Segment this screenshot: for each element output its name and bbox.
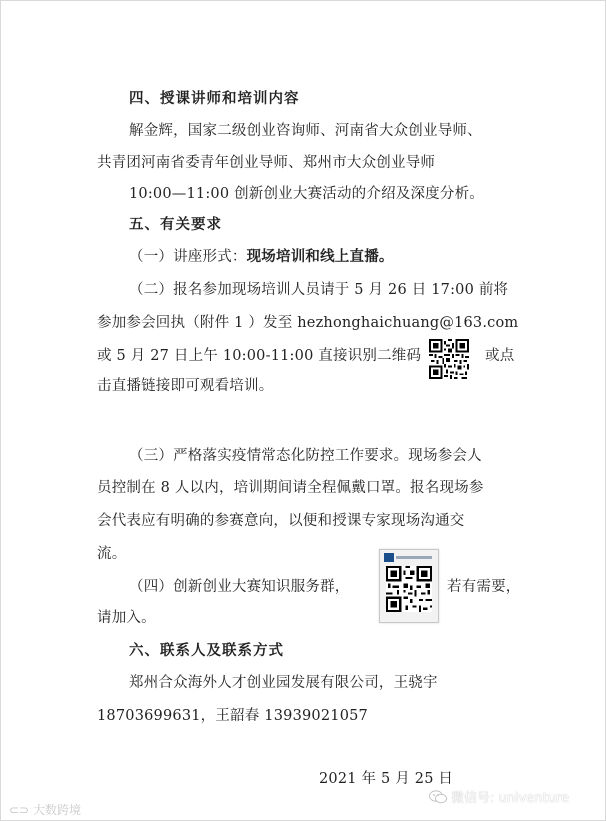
section5-item1 [129,245,394,266]
item1-bold: 现场培训和线上直播。 [246,248,394,265]
document-date: 2021 年 5 月 25 日 [319,771,454,787]
section5-item3-line-1: （三）严格落实疫情常态化防控工作要求。现场参会人 [129,448,482,464]
section5-item2-line-4: 击直播链接即可观看培训。 [97,378,274,394]
section5-heading: 五、有关要求 [129,216,222,233]
section5-item3-line-2: 员控制在 8 人以内，培训期间请全程佩戴口罩。报名现场参 [97,480,484,496]
watermark-left: ⊂⊃ 大数跨境 [9,803,81,817]
section5-item4-line-1: （四）创新创业大赛知识服务群， [129,579,350,595]
section4-line-1: 解金辉，国家二级创业咨询师、河南省大众创业导师、 [129,123,482,139]
section4-line-3: 10:00—11:00 创新创业大赛活动的介绍及深度分析。 [129,186,484,202]
section5-item2-line-2: 参加参会回执（附件 1 ）发至 hezhonghaichuang@163.com [97,315,519,331]
wechat-id-watermark: 微信号: univenture [429,787,569,806]
section5-item3-line-4: 流。 [97,546,127,562]
section4-heading: 四、授课讲师和培训内容 [129,90,300,107]
section5-item2-line-3: 或 5 月 27 日上午 10:00-11:00 直接识别二维码 [97,348,422,364]
qr-code-icon[interactable] [379,549,439,623]
section4-line-2: 共青团河南省委青年创业导师、郑州市大众创业导师 [97,155,436,171]
section5-item3-line-3: 会代表应有明确的参赛意向，以便和授课专家现场沟通交 [97,513,465,529]
watermark-logo-icon: ⊂⊃ [9,803,33,817]
section6-heading: 六、联系人及联系方式 [129,642,284,659]
wechat-icon [429,790,447,804]
group-card-header [384,553,434,563]
item1-prefix: （一）讲座形式： [129,249,247,265]
section5-item4-line-1b: 若有需要， [447,579,521,595]
section5-item2-line-3b: 或点 [485,348,515,364]
qr-code-icon[interactable] [429,339,469,379]
section5-item2-line-1: （二）报名参加现场培训人员请于 5 月 26 日 17:00 前将 [129,282,509,298]
section5-item4-line-2: 请加入。 [97,610,156,626]
section6-line-1: 郑州合众海外人才创业园发展有限公司，王骁宇 [129,675,438,691]
section6-line-2: 18703699631，王韶春 13939021057 [97,708,368,724]
